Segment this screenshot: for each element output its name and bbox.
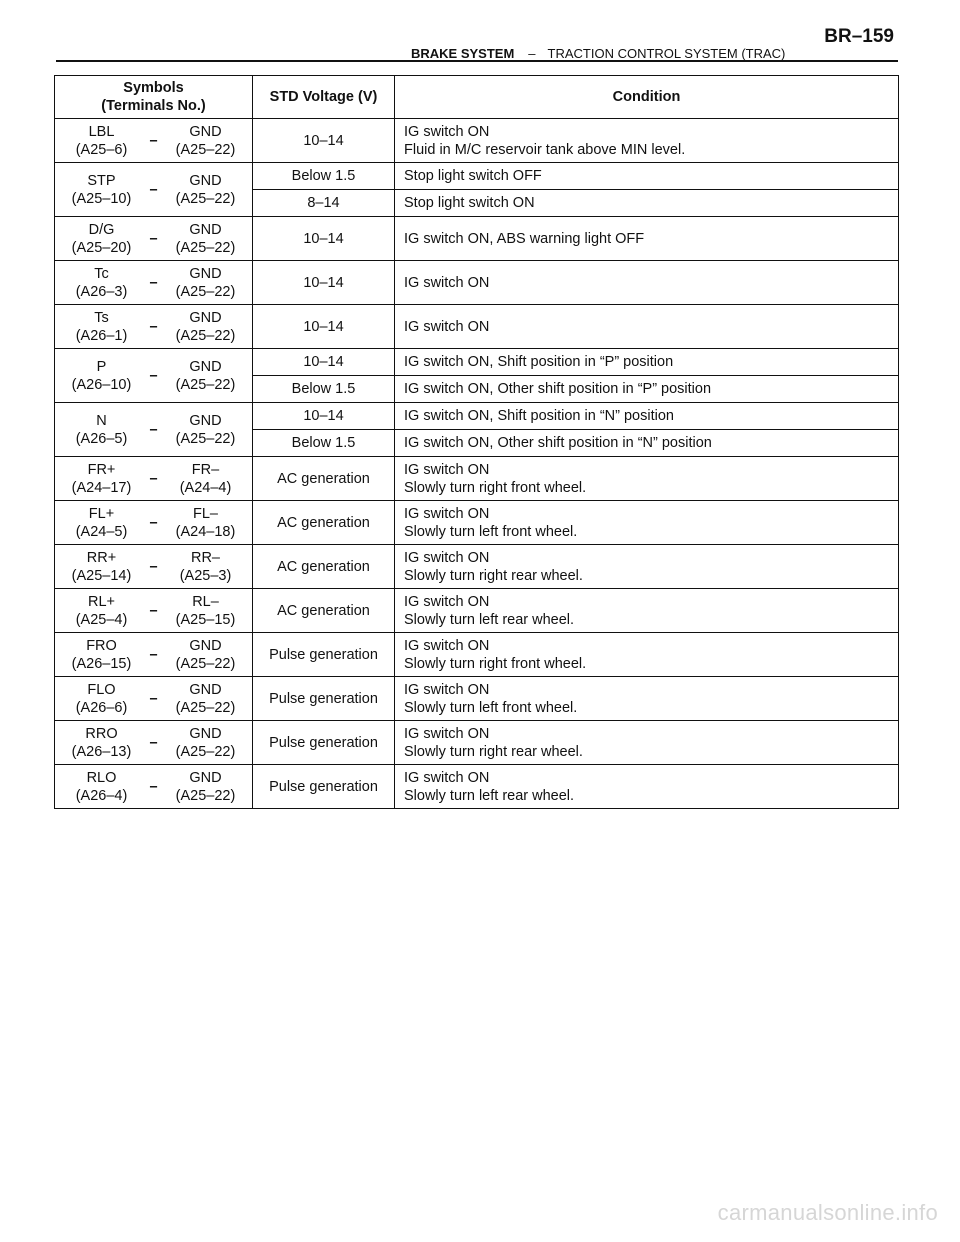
condition-cell	[395, 119, 899, 163]
std-voltage-cell: 10–14	[253, 119, 395, 163]
terminal-a	[65, 593, 139, 629]
condition-cell	[395, 163, 899, 190]
terminal-a	[65, 681, 139, 717]
terminal-symbols-cell	[55, 457, 253, 501]
terminal-a-pin: (A26–5)	[75, 430, 128, 447]
terminal-symbols-cell	[55, 545, 253, 589]
terminal-b	[169, 549, 243, 585]
table-row	[55, 261, 899, 305]
terminal-b-pin: (A25–22)	[175, 699, 236, 716]
std-voltage-cell: Below 1.5	[253, 376, 395, 403]
terminal-a-symbol: LBL	[88, 123, 115, 140]
condition-line: IG switch ON	[404, 769, 490, 786]
terminal-b-symbol: GND	[189, 681, 222, 698]
condition-line: IG switch ON	[404, 681, 490, 698]
terminal-b	[169, 172, 243, 208]
terminal-a-symbol: RL+	[87, 593, 115, 610]
terminal-b-pin: (A25–22)	[175, 787, 236, 804]
terminal-a-symbol: D/G	[88, 221, 115, 238]
condition-line: IG switch ON	[404, 725, 490, 742]
column-header-condition: Condition	[395, 76, 899, 119]
watermark: carmanualsonline.info	[717, 1200, 938, 1225]
terminal-b-pin: (A25–22)	[175, 376, 236, 393]
terminal-pair	[55, 725, 252, 761]
terminal-symbols-cell	[55, 765, 253, 809]
std-voltage-cell: 10–14	[253, 305, 395, 349]
terminal-symbols-cell	[55, 501, 253, 545]
table-row	[55, 589, 899, 633]
header-breadcrumb	[411, 46, 785, 61]
terminal-b-symbol: GND	[189, 172, 222, 189]
column-header-voltage: STD Voltage (V)	[253, 76, 395, 119]
terminal-b-symbol: RL–	[192, 593, 219, 610]
condition-line: Slowly turn left front wheel.	[404, 523, 578, 540]
terminal-b-symbol: RR–	[190, 549, 220, 566]
std-voltage-cell: Pulse generation	[253, 633, 395, 677]
terminal-b	[169, 505, 243, 541]
terminal-pair	[55, 681, 252, 717]
condition-line: Slowly turn left front wheel.	[404, 699, 578, 716]
terminal-b-symbol: GND	[189, 769, 222, 786]
terminal-a-pin: (A26–4)	[75, 787, 128, 804]
terminal-a-pin: (A25–10)	[71, 190, 132, 207]
terminal-symbols-cell	[55, 721, 253, 765]
condition-cell	[395, 305, 899, 349]
table-row	[55, 721, 899, 765]
terminal-a-symbol: RR+	[86, 549, 117, 566]
condition-cell	[395, 190, 899, 217]
terminal-a	[65, 505, 139, 541]
terminal-a-pin: (A25–14)	[71, 567, 132, 584]
terminal-b	[169, 309, 243, 345]
condition-line: IG switch ON	[404, 318, 490, 335]
table-row	[55, 349, 899, 376]
std-voltage-cell: 10–14	[253, 403, 395, 430]
std-voltage-cell: Below 1.5	[253, 430, 395, 457]
terminal-a-symbol: FRO	[86, 637, 117, 654]
table-row	[55, 633, 899, 677]
condition-line: IG switch ON, Shift position in “P” position	[404, 354, 674, 370]
terminal-a-pin: (A26–6)	[75, 699, 128, 716]
terminal-b-pin: (A25–22)	[175, 239, 236, 256]
std-voltage-cell: 10–14	[253, 261, 395, 305]
table-body	[55, 119, 899, 809]
condition-cell	[395, 403, 899, 430]
condition-cell	[395, 430, 899, 457]
condition-line: IG switch ON	[404, 123, 490, 140]
terminal-b-symbol: GND	[189, 412, 222, 429]
terminal-pair	[55, 123, 252, 159]
terminal-a-pin: (A26–13)	[71, 743, 132, 760]
terminal-b	[169, 412, 243, 448]
terminal-dash: –	[149, 602, 158, 619]
terminal-pair	[55, 172, 252, 208]
condition-line: Fluid in M/C reservoir tank above MIN level.	[404, 141, 686, 158]
terminal-a	[65, 549, 139, 585]
terminal-pair	[55, 221, 252, 257]
terminal-a-pin: (A26–15)	[71, 655, 132, 672]
header-subsection: TRACTION CONTROL SYSTEM (TRAC)	[547, 46, 786, 61]
terminal-symbols-cell	[55, 261, 253, 305]
terminal-b-symbol: GND	[189, 221, 222, 238]
terminal-symbols-cell	[55, 163, 253, 217]
terminal-b-pin: (A25–15)	[175, 611, 236, 628]
condition-line: Slowly turn right front wheel.	[404, 655, 587, 672]
condition-line: IG switch ON	[404, 461, 490, 478]
terminal-a-pin: (A26–3)	[75, 283, 128, 300]
condition-line: Slowly turn right rear wheel.	[404, 743, 583, 760]
terminal-b-pin: (A25–22)	[175, 190, 236, 207]
terminal-a-pin: (A25–6)	[75, 141, 128, 158]
condition-line: IG switch ON, Other shift position in “P” position	[404, 381, 712, 397]
terminal-dash: –	[149, 274, 158, 291]
header-rule	[56, 60, 898, 62]
terminal-b-symbol: FR–	[191, 461, 220, 478]
terminal-pair	[55, 461, 252, 497]
terminal-symbols-cell	[55, 305, 253, 349]
condition-line: Slowly turn right rear wheel.	[404, 567, 583, 584]
terminal-pair	[55, 549, 252, 585]
terminal-a-symbol: FR+	[87, 461, 116, 478]
terminal-b	[169, 725, 243, 761]
condition-line: IG switch ON	[404, 505, 490, 522]
condition-cell	[395, 545, 899, 589]
terminal-b-pin: (A25–22)	[175, 283, 236, 300]
std-voltage-cell: Pulse generation	[253, 677, 395, 721]
terminal-pair	[55, 593, 252, 629]
terminal-a-symbol: RRO	[85, 725, 118, 742]
terminal-b	[169, 358, 243, 394]
condition-line: IG switch ON, ABS warning light OFF	[404, 230, 645, 247]
condition-cell	[395, 376, 899, 403]
terminal-a-symbol: FL+	[88, 505, 115, 522]
terminal-symbols-cell	[55, 633, 253, 677]
terminal-a	[65, 637, 139, 673]
terminal-a-pin: (A26–1)	[75, 327, 128, 344]
terminal-a-pin: (A24–17)	[71, 479, 132, 496]
condition-cell	[395, 765, 899, 809]
std-voltage-cell: AC generation	[253, 589, 395, 633]
condition-line: IG switch ON, Shift position in “N” position	[404, 408, 674, 424]
terminal-dash: –	[149, 646, 158, 663]
condition-line: Stop light switch OFF	[404, 168, 542, 184]
condition-cell	[395, 589, 899, 633]
terminal-voltage-table	[54, 75, 899, 809]
std-voltage-cell: Pulse generation	[253, 721, 395, 765]
std-voltage-cell: Pulse generation	[253, 765, 395, 809]
condition-cell	[395, 261, 899, 305]
terminal-dash: –	[149, 181, 158, 198]
terminal-pair	[55, 309, 252, 345]
terminal-dash: –	[149, 514, 158, 531]
terminal-b	[169, 221, 243, 257]
condition-cell	[395, 633, 899, 677]
terminal-b	[169, 265, 243, 301]
terminal-a-symbol: FLO	[87, 681, 116, 698]
terminal-dash: –	[149, 778, 158, 795]
header-separator: –	[528, 46, 536, 61]
terminal-b	[169, 637, 243, 673]
terminal-pair	[55, 505, 252, 541]
condition-cell	[395, 457, 899, 501]
std-voltage-cell: Below 1.5	[253, 163, 395, 190]
condition-line: Slowly turn right front wheel.	[404, 479, 587, 496]
terminal-b	[169, 461, 243, 497]
terminal-a-pin: (A25–4)	[75, 611, 128, 628]
table-row	[55, 217, 899, 261]
page-header	[56, 22, 898, 62]
std-voltage-cell: 10–14	[253, 217, 395, 261]
terminal-b-pin: (A25–22)	[175, 655, 236, 672]
condition-line: IG switch ON	[404, 274, 490, 291]
condition-cell	[395, 217, 899, 261]
terminal-b-pin: (A25–22)	[175, 743, 236, 760]
terminal-a-symbol: RLO	[86, 769, 117, 786]
terminal-dash: –	[149, 470, 158, 487]
terminal-b-pin: (A25–22)	[175, 327, 236, 344]
terminal-pair	[55, 769, 252, 805]
terminal-b-symbol: FL–	[193, 505, 218, 522]
terminal-a-pin: (A25–20)	[71, 239, 132, 256]
condition-cell	[395, 721, 899, 765]
condition-cell	[395, 349, 899, 376]
terminal-symbols-cell	[55, 403, 253, 457]
terminal-b-pin: (A25–22)	[175, 430, 236, 447]
terminal-b-pin: (A24–4)	[179, 479, 232, 496]
condition-line: Stop light switch ON	[404, 195, 535, 211]
terminal-pair	[55, 265, 252, 301]
terminal-a	[65, 309, 139, 345]
std-voltage-cell: AC generation	[253, 501, 395, 545]
page-number: BR–159	[824, 26, 894, 47]
terminal-a-symbol: N	[96, 412, 107, 429]
table-row	[55, 163, 899, 190]
terminal-a	[65, 221, 139, 257]
terminal-a-pin: (A26–10)	[71, 376, 132, 393]
terminal-pair	[55, 358, 252, 394]
terminal-a	[65, 725, 139, 761]
terminal-dash: –	[149, 230, 158, 247]
condition-line: Slowly turn left rear wheel.	[404, 611, 575, 628]
terminal-b	[169, 123, 243, 159]
terminal-dash: –	[149, 734, 158, 751]
table-header-row	[55, 76, 899, 119]
table-row	[55, 765, 899, 809]
terminal-symbols-cell	[55, 119, 253, 163]
terminal-b-pin: (A25–3)	[179, 567, 232, 584]
terminal-a	[65, 769, 139, 805]
terminal-a-symbol: Ts	[94, 309, 109, 326]
column-header-symbols	[55, 76, 253, 119]
condition-line: IG switch ON	[404, 637, 490, 654]
terminal-pair	[55, 412, 252, 448]
terminal-symbols-cell	[55, 217, 253, 261]
header-section: BRAKE SYSTEM	[411, 46, 515, 61]
column-header-symbols-line1: Symbols	[123, 80, 184, 96]
table-row	[55, 501, 899, 545]
table-row	[55, 545, 899, 589]
std-voltage-cell: 8–14	[253, 190, 395, 217]
condition-cell	[395, 677, 899, 721]
terminal-symbols-cell	[55, 589, 253, 633]
std-voltage-cell: AC generation	[253, 457, 395, 501]
std-voltage-cell: 10–14	[253, 349, 395, 376]
table-row	[55, 119, 899, 163]
terminal-dash: –	[149, 558, 158, 575]
terminal-dash: –	[149, 421, 158, 438]
terminal-b	[169, 593, 243, 629]
table-row	[55, 457, 899, 501]
terminal-b	[169, 769, 243, 805]
terminal-dash: –	[149, 690, 158, 707]
terminal-b-symbol: GND	[189, 265, 222, 282]
terminal-pair	[55, 637, 252, 673]
terminal-b-symbol: GND	[189, 309, 222, 326]
condition-cell	[395, 501, 899, 545]
terminal-dash: –	[149, 367, 158, 384]
terminal-a-symbol: P	[96, 358, 107, 375]
terminal-a-symbol: Tc	[94, 265, 109, 282]
terminal-symbols-cell	[55, 677, 253, 721]
terminal-b	[169, 681, 243, 717]
column-header-symbols-line2: (Terminals No.)	[101, 98, 206, 114]
table-row	[55, 403, 899, 430]
terminal-b-symbol: GND	[189, 123, 222, 140]
condition-line: Slowly turn left rear wheel.	[404, 787, 575, 804]
condition-line: IG switch ON, Other shift position in “N” position	[404, 435, 712, 451]
std-voltage-cell: AC generation	[253, 545, 395, 589]
terminal-a	[65, 412, 139, 448]
terminal-a	[65, 358, 139, 394]
terminal-a	[65, 172, 139, 208]
terminal-b-symbol: GND	[189, 358, 222, 375]
terminal-b-pin: (A24–18)	[175, 523, 236, 540]
terminal-b-symbol: GND	[189, 637, 222, 654]
terminal-b-pin: (A25–22)	[175, 141, 236, 158]
terminal-dash: –	[149, 132, 158, 149]
table-row	[55, 305, 899, 349]
table-row	[55, 677, 899, 721]
condition-line: IG switch ON	[404, 593, 490, 610]
terminal-a	[65, 123, 139, 159]
condition-line: IG switch ON	[404, 549, 490, 566]
terminal-a-symbol: STP	[87, 172, 116, 189]
terminal-b-symbol: GND	[189, 725, 222, 742]
terminal-a	[65, 265, 139, 301]
terminal-symbols-cell	[55, 349, 253, 403]
terminal-dash: –	[149, 318, 158, 335]
terminal-a	[65, 461, 139, 497]
terminal-a-pin: (A24–5)	[75, 523, 128, 540]
